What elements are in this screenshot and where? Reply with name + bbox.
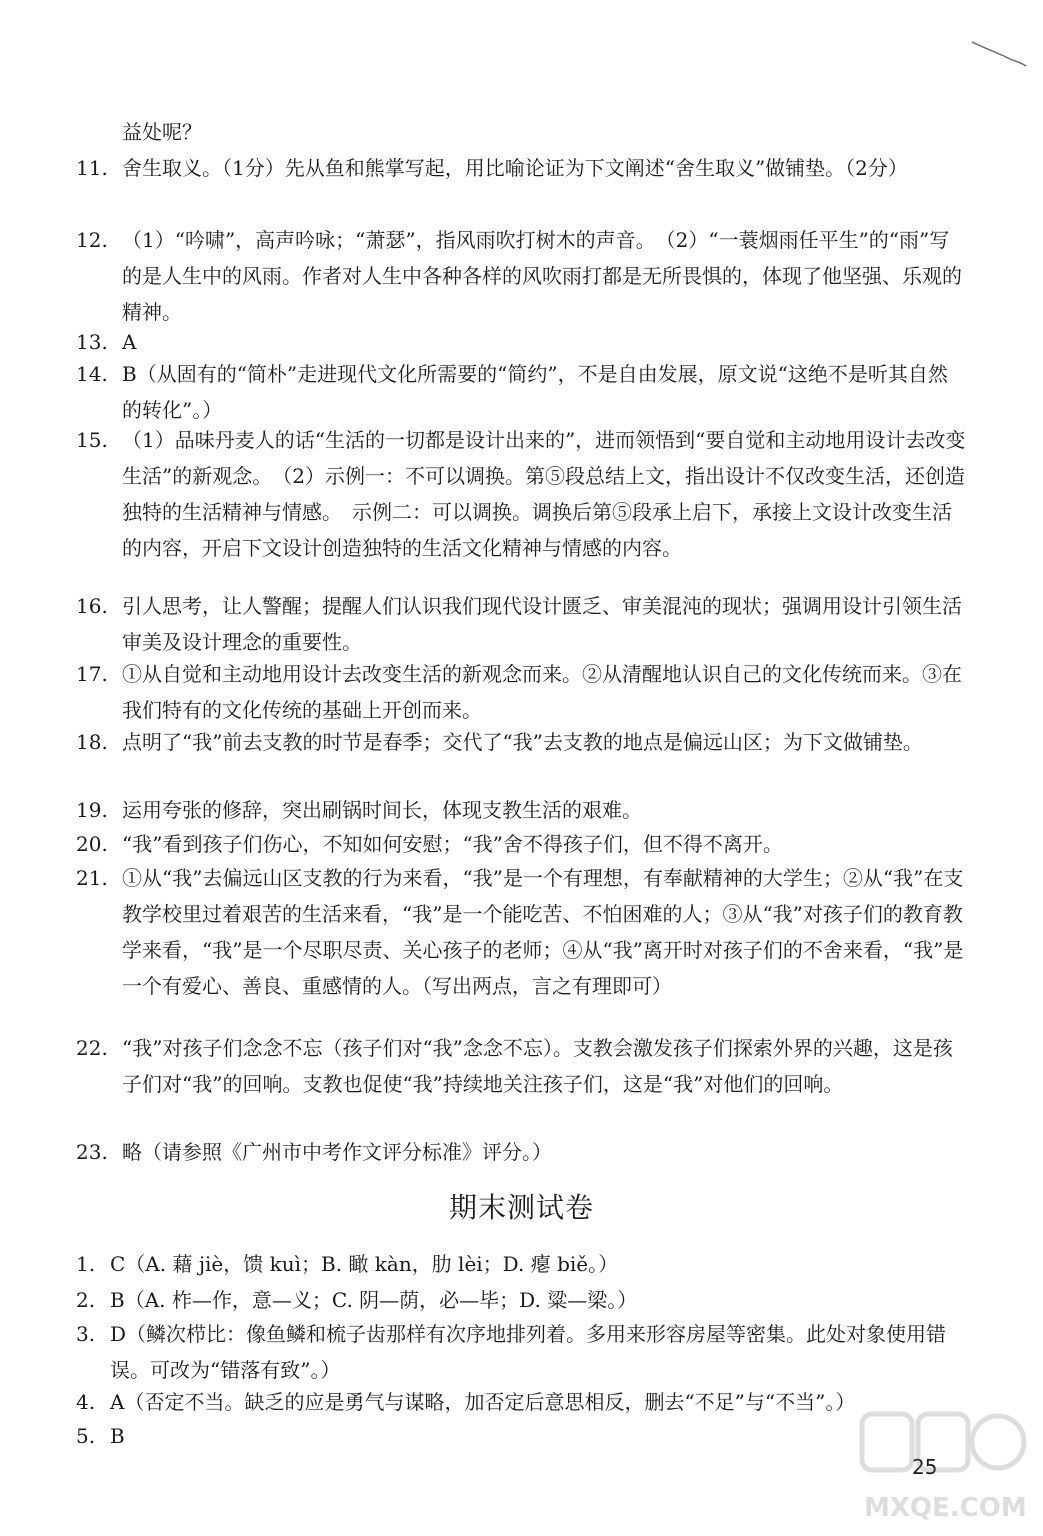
answer-number: 2. bbox=[76, 1288, 96, 1312]
answer-text: B（A. 柞—作，意—义；C. 阴—荫，必—毕；D. 粱—梁。） bbox=[110, 1288, 638, 1312]
answer-item-16 bbox=[76, 588, 966, 660]
answer-number: 19. bbox=[76, 798, 108, 822]
answer-number: 22. bbox=[76, 1036, 108, 1060]
answer-item-18 bbox=[76, 724, 966, 760]
answer-number: 15. bbox=[76, 428, 108, 452]
answer-text: 运用夸张的修辞，突出刷锅时间长，体现支教生活的艰难。 bbox=[122, 798, 642, 822]
page-number: 25 bbox=[912, 1455, 938, 1479]
answer-item-20 bbox=[76, 826, 966, 862]
answer-text: D（鳞次栉比：像鱼鳞和梳子齿那样有次序地排列着。多用来形容房屋等密集。此处对象使用错误。可改为“错落有致”。） bbox=[110, 1322, 947, 1382]
answer-number: 4. bbox=[76, 1390, 96, 1414]
answer-number: 17. bbox=[76, 662, 108, 686]
answer-number: 1. bbox=[76, 1252, 96, 1276]
answer-number: 5. bbox=[76, 1424, 96, 1448]
answer-text: A（否定不当。缺乏的应是勇气与谋略，加否定后意思相反，删去“不足”与“不当”。） bbox=[110, 1390, 856, 1414]
answer-number: 18. bbox=[76, 730, 108, 754]
answer-text: ①从自觉和主动地用设计去改变生活的新观念而来。②从清醒地认识自己的文化传统而来。③在我们特有的文化传统的基础上开创而来。 bbox=[122, 662, 962, 722]
lead-text: 益处呢？ bbox=[122, 120, 202, 144]
answer-text: “我”看到孩子们伤心，不知如何安慰；“我”舍不得孩子们，但不得不离开。 bbox=[122, 832, 783, 856]
answer-number: 3. bbox=[76, 1322, 96, 1346]
answer-item-22 bbox=[76, 1030, 966, 1102]
answer-item-15 bbox=[76, 422, 966, 566]
final-answer-item-5 bbox=[76, 1418, 966, 1454]
answer-text: A bbox=[122, 330, 137, 354]
answer-item-14 bbox=[76, 356, 966, 428]
answer-text: B bbox=[110, 1424, 125, 1448]
watermark-logo bbox=[858, 1408, 1028, 1528]
answer-item-19 bbox=[76, 792, 966, 828]
answer-text: （1）品味丹麦人的话“生活的一切都是设计出来的”，进而领悟到“要自觉和主动地用设计去改变生活”的新观念。 （2）示例一：不可以调换。第⑤段总结上文，指出设计不仅改变生活，还创造独特的生活精神与情感。 示例二：可以调换。调换后第⑤段承上启下，承接上文设计改变生活的内容，开启下文设计创造独特的生活文化精神与情感的内容。 bbox=[122, 428, 966, 560]
answer-item-11 bbox=[76, 150, 966, 186]
answer-text: 引人思考，让人警醒；提醒人们认识我们现代设计匮乏、审美混沌的现状；强调用设计引领生活审美及设计理念的重要性。 bbox=[122, 594, 962, 654]
answer-text: 略（请参照《广州市中考作文评分标准》评分。） bbox=[122, 1140, 552, 1164]
answer-number: 23. bbox=[76, 1140, 108, 1164]
final-answer-item-2 bbox=[76, 1282, 966, 1318]
svg-text:MXQE.COM: MXQE.COM bbox=[864, 1493, 1027, 1523]
answer-text: （1）“吟啸”，高声吟咏；“萧瑟”，指风雨吹打树木的声音。 （2）“一蓑烟雨任平生”的“雨”写的是人生中的风雨。作者对人生中各种各样的风吹雨打都是无所畏惧的，体现了他坚强、乐观的精神。 bbox=[122, 228, 962, 324]
answer-text: 点明了“我”前去支教的时节是春季；交代了“我”去支教的地点是偏远山区；为下文做铺垫。 bbox=[122, 730, 923, 754]
answer-text: C（A. 藉 jiè，馈 kuì；B. 瞰 kàn，肋 lèi；D. 瘪 biě。） bbox=[110, 1252, 619, 1276]
answer-number: 21. bbox=[76, 866, 108, 890]
answer-item-23 bbox=[76, 1134, 966, 1170]
final-answer-item-3 bbox=[76, 1316, 966, 1388]
answer-text: ①从“我”去偏远山区支教的行为来看，“我”是一个有理想，有奉献精神的大学生；②从“我”在支教学校里过着艰苦的生活来看，“我”是一个能吃苦、不怕困难的人；③从“我”对孩子们的教育教学来看，“我”是一个尽职尽责、关心孩子的老师；④从“我”离开时对孩子们的不舍来看，“我”是一个有爱心、善良、重感情的人。（写出两点，言之有理即可） bbox=[122, 866, 964, 998]
answer-item-17 bbox=[76, 656, 966, 728]
answer-text: B（从固有的“简朴”走进现代文化所需要的“简约”，不是自由发展，原文说“这绝不是听其自然的转化”。） bbox=[122, 362, 948, 422]
answer-number: 12. bbox=[76, 228, 108, 252]
final-answer-item-1 bbox=[76, 1246, 966, 1282]
answer-number: 13. bbox=[76, 330, 108, 354]
answer-number: 14. bbox=[76, 362, 108, 386]
answer-item-13 bbox=[76, 324, 966, 360]
answer-item-21 bbox=[76, 860, 966, 1004]
answer-number: 11. bbox=[76, 156, 108, 180]
answer-text: “我”对孩子们念念不忘（孩子们对“我”念念不忘）。支教会激发孩子们探索外界的兴趣，这是孩子们对“我”的回响。支教也促使“我”持续地关注孩子们，这是“我”对他们的回响。 bbox=[122, 1036, 953, 1096]
final-answer-item-4 bbox=[76, 1384, 966, 1420]
answer-number: 16. bbox=[76, 594, 108, 618]
answer-text: 舍生取义。（1分）先从鱼和熊掌写起，用比喻论证为下文阐述“舍生取义”做铺垫。（2分） bbox=[122, 156, 908, 180]
answer-item-12 bbox=[76, 222, 966, 330]
section-title: 期末测试卷 bbox=[448, 1191, 594, 1224]
answer-number: 20. bbox=[76, 832, 108, 856]
